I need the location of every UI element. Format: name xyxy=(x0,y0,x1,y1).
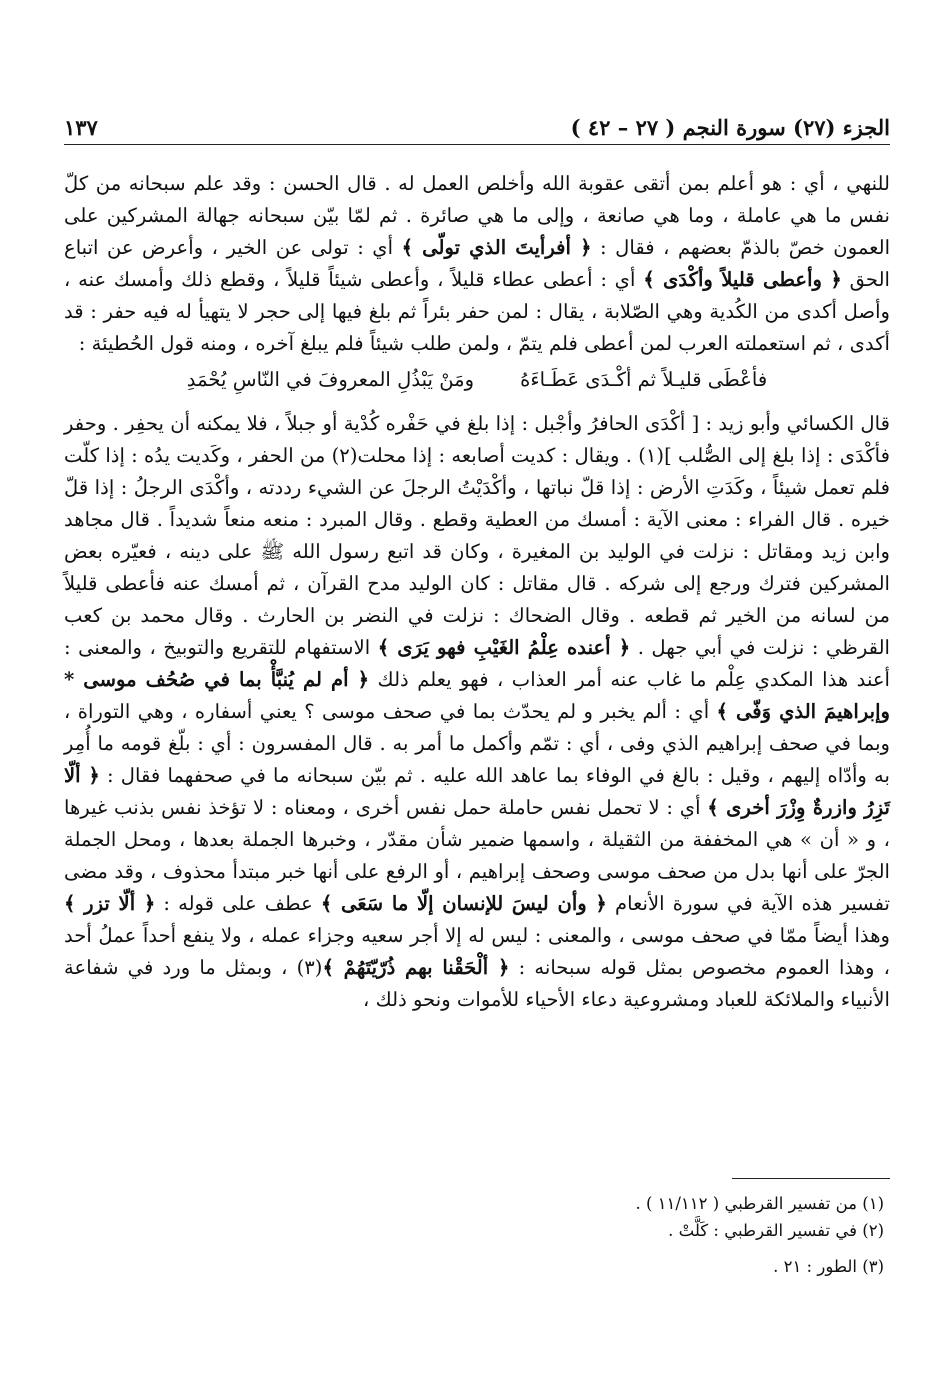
commentary-text: (٣) ، وبمثل ما ورد في شفاعة الأنبياء والملائكة للعباد ومشروعية دعاء الأحياء للأموات ونحو ذلك ، xyxy=(64,956,890,1011)
book-page xyxy=(64,0,890,1374)
footnotes xyxy=(64,1190,884,1280)
poem-hemistich: فأعْطَى قليـلاً ثم أكْـدَى عَطَـاءَهُ xyxy=(520,368,768,391)
commentary-text: عطف على قوله : xyxy=(155,892,321,915)
commentary-text: قال الكسائي وأبو زيد : [ أكْدَى الحافرُ وأجْبل : إذا بلغ في حَفْره كُدْية أو جبلاً ، فلا يمكنه أن يحفِر . وحفر فأكْدَى : إذا بلغ إلى الصُّلب ](١) . ويقال : كديت أصابعه : إذا محلت(٢) من الحفر ، وكَديت يدُه : إذا كلّت فلم تعمل شيئاً ، وكَدَتِ الأرض : إذا قلّ نباتها ، وأكْدَيْتُ الرجلَ عن الشيء رددته ، وأكْدَى الرجلُ : إذا قلّ خيره . قال الفراء : معنى الآية : أمسك من العطية وقطع . وقال المبرد : منعه منعاً شديداً . قال مجاهد وابن زيد ومقاتل : نزلت في الوليد بن المغيرة ، وكان قد اتبع رسول الله ﷺ على دينه ، فعيّره بعض المشركين فترك ورجع إلى شركه . قال مقاتل : كان الوليد مدح القرآن ، ثم أمسك عنه فأعطى قليلاً من لسانه من الخير ثم قطعه . وقال الضحاك : نزلت في النضر بن الحارث . وقال محمد بن كعب القرظي : نزلت في أبي جهل . xyxy=(64,412,891,659)
quran-verse: ﴿ وأعطى قليلاً وأكْدَى ﴾ xyxy=(643,268,842,291)
commentary-text: أي : تولى عن الخير ، وأعرض عن اتباع الحق xyxy=(64,236,890,291)
poem-verse xyxy=(64,362,890,398)
commentary-text: أي : أعطى عطاء قليلاً ، وأعطى شيئاً قليلاً ، وقطع ذلك وأمسك عنه ، وأصل أكدى من الكُدية وهي الصّلابة ، يقال : لمن حفر بئراً ثم بلغ فيها إلى حجر لا يتهيأ له فيه حفر : قد أكدى ، ثم استعملته العرب لمن أعطى فلم يتمّ ، ولمن طلب شيئاً فلم يبلغ آخره ، ومنه قول الحُطيئة : xyxy=(64,268,890,355)
quran-verse: ﴿ أفرأيتَ الذي تولّى ﴾ xyxy=(401,236,592,259)
paragraph xyxy=(64,408,890,1016)
commentary-text: أي : ألم يخبر و لم يحدّث بما في صحف موسى ؟ يعني أسفاره ، وهي التوراة ، وبما في صحف إبراهيم الذي وفى ، أي : تمّم وأكمل ما أمر به . قال المفسرون : أي : بلّغ قومه ما أُمِر به وأدّاه إليهم ، وقيل : بالغ في الوفاء بما عاهد الله عليه . ثم بيّن سبحانه ما في صحفهما فقال : xyxy=(64,700,890,787)
quran-verse: ﴿ وأن ليسَ للإنسان إلّا ما سَعَى ﴾ xyxy=(320,892,607,915)
commentary-text: أي : لا تحمل نفس حاملة حمل نفس أخرى ، ومعناه : لا تؤخذ نفس بذنب غيرها ، و « أن » هي المخففة من الثقيلة ، واسمها ضمير شأن مقدّر ، وخبرها الجملة بعدها ، ومحل الجملة الجرّ على أنها بدل من صحف موسى وصحف إبراهيم ، أو الرفع على أنها خبر مبتدأ محذوف ، وقد مضى تفسير هذه الآية في سورة الأنعام xyxy=(64,796,890,915)
quran-verse: ﴿ أعنده عِلْمُ الغَيْبِ فهو يَرَى ﴾ xyxy=(377,636,631,659)
commentary-text: الاستفهام للتقريع والتوبيخ ، والمعنى : أعند هذا المكدي عِلْم ما غاب عنه أمر العذاب ، فهو يعلم ذلك xyxy=(64,636,891,691)
quran-verse: ﴿ ألْحَقْنا بهم ذُرّيّتَهُمْ ﴾ xyxy=(322,956,510,979)
quran-verse: ﴿ ألّا تَزِرُ وازرةٌ وِزْرَ أخرى ﴾ xyxy=(64,764,890,819)
commentary-text: وهذا أيضاً ممّا في صحف موسى ، والمعنى : ليس له إلا أجر سعيه وجزاء عمله ، ولا ينفع أحداً عملُ أحد ، وهذا العموم مخصوص بمثل قوله سبحانه : xyxy=(64,924,890,979)
main-text xyxy=(64,168,890,1016)
page-number: ١٣٧ xyxy=(64,115,98,140)
footnote: (٣) الطور : ٢١ . xyxy=(773,1257,884,1276)
poem-hemistich: ومَنْ يَبْذُلِ المعروفَ في النّاسِ يُحْمَدِ xyxy=(186,368,475,391)
quran-verse: ﴿ ألّا تزر ﴾ xyxy=(64,892,156,915)
paragraph xyxy=(64,168,890,360)
page-header xyxy=(64,108,890,145)
running-title: الجزء (٢٧) سورة النجم ( ٢٧ – ٤٢ ) xyxy=(570,115,890,140)
footnote: (١) من تفسير القرطبي ( ١١/١١٢ ) . xyxy=(635,1194,884,1213)
commentary-text: للنهي ، أي : هو أعلم بمن أتقى عقوبة الله وأخلص العمل له . قال الحسن : وقد علم سبحانه من كلّ نفس ما هي عاملة ، وما هي صانعة ، وإلى ما هي صائرة . ثم لمّا بيّن سبحانه جهالة المشركين على العمون خصّ بالذمّ بعضهم ، فقال : xyxy=(64,172,891,259)
footnote: (٢) في تفسير القرطبي : كَلَّتْ . xyxy=(668,1221,884,1240)
quran-verse: ﴿ أم لم يُنبَّأْ بما في صُحُف موسى * وإبراهيمَ الذي وَفّى ﴾ xyxy=(64,668,890,723)
footnote-divider xyxy=(732,1178,890,1179)
